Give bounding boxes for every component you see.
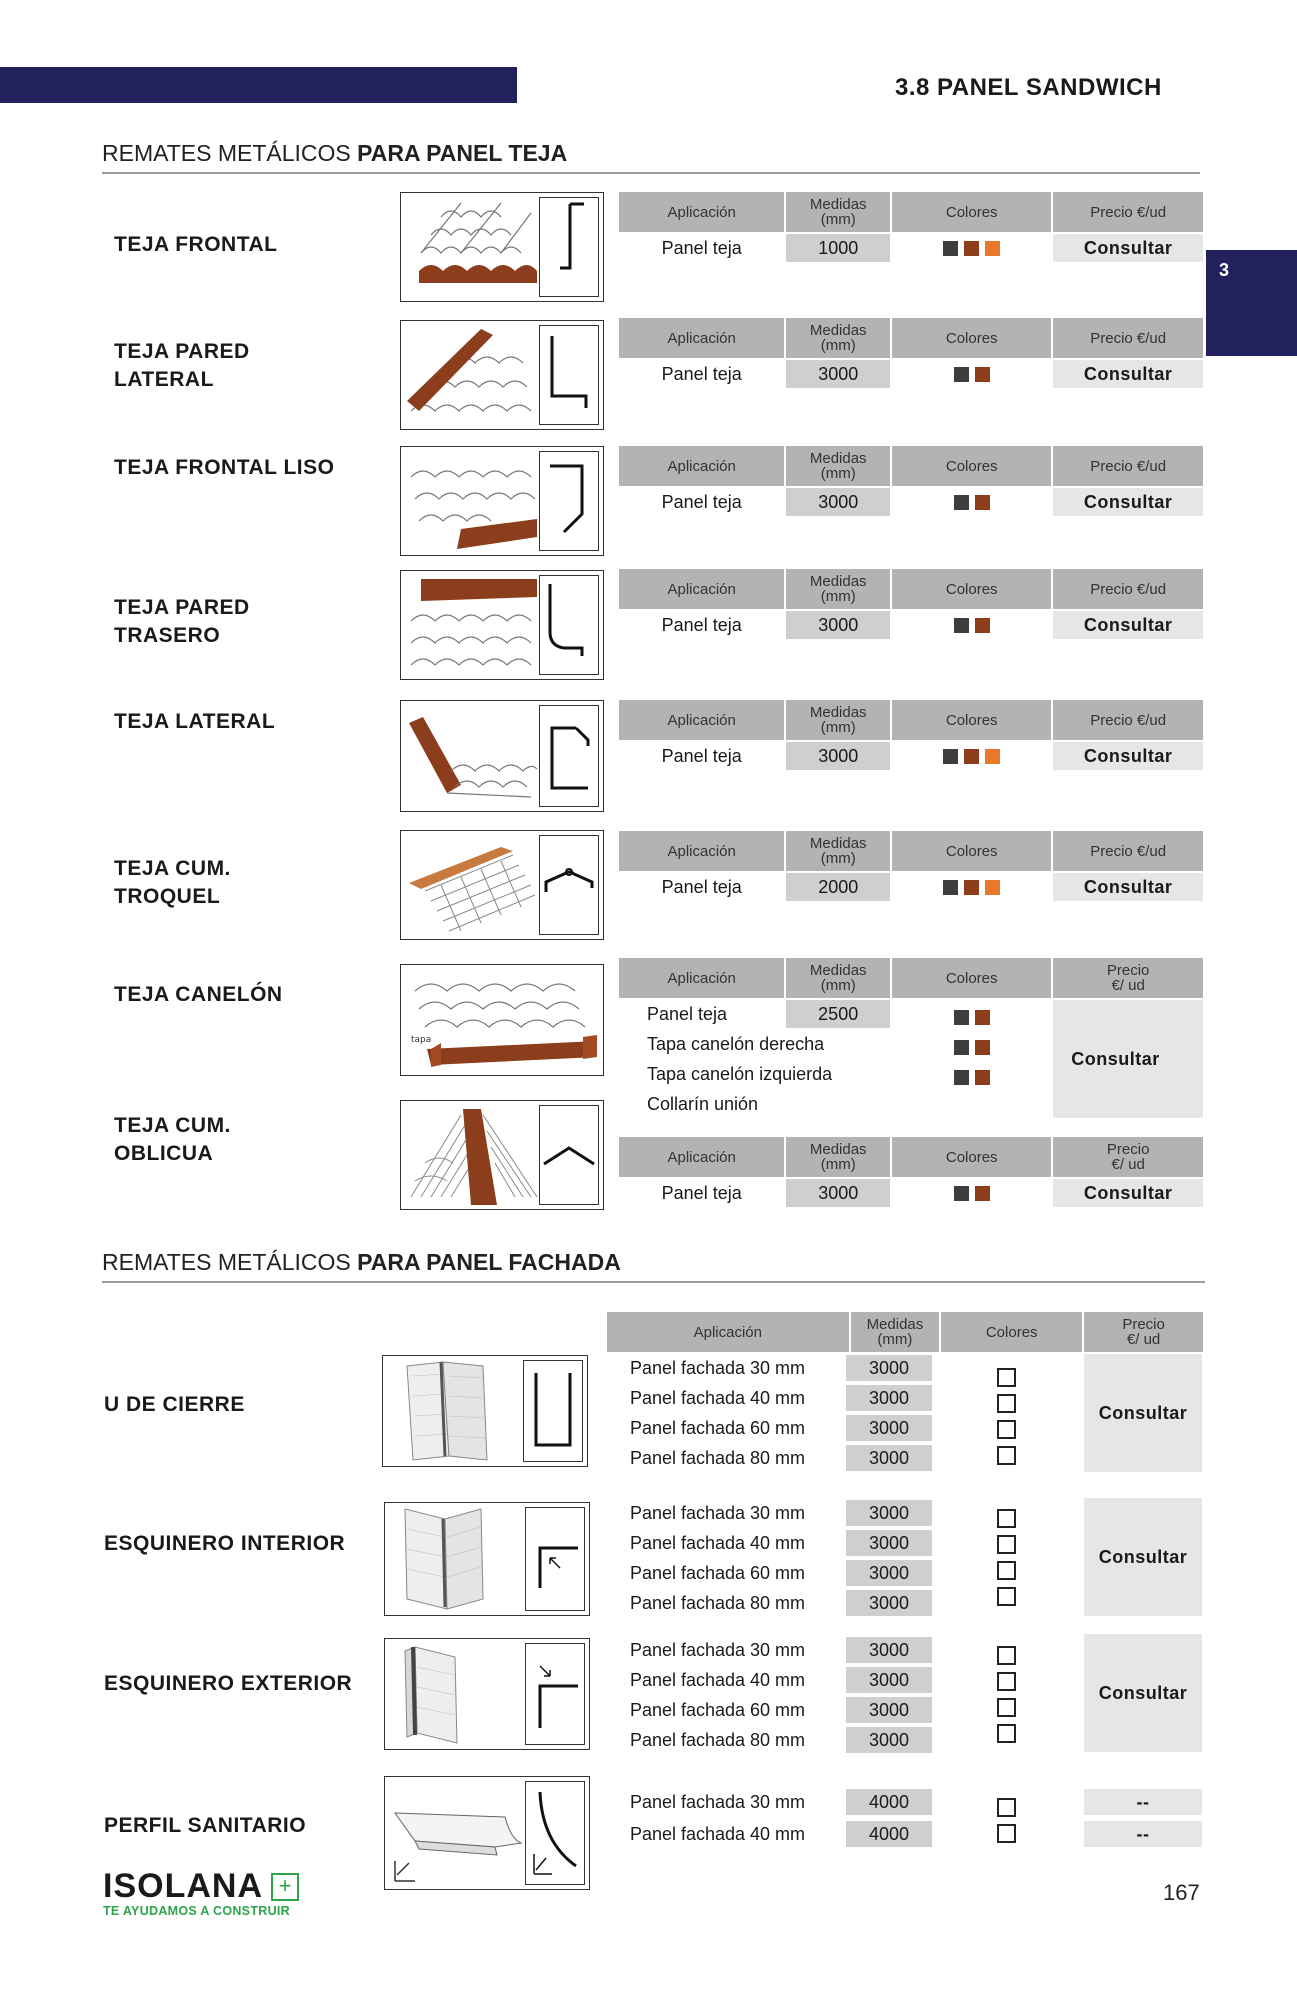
aplicacion-cell: Panel fachada 60 mm [629, 1418, 806, 1438]
aplicacion-cell: Panel fachada 80 mm [629, 1448, 806, 1468]
product-name: TEJA PARED LATERAL [114, 340, 250, 391]
price-cell[interactable]: Consultar [1084, 1634, 1202, 1752]
medida-cell: 3000 [846, 1530, 932, 1556]
medidas-label: Medidas [866, 1316, 924, 1333]
col-header-precio: Precio €/ud [1053, 446, 1203, 486]
precio-label: Precio [1106, 1141, 1150, 1158]
medidas-label: Medidas [809, 322, 867, 339]
medida-cell: 3000 [846, 1355, 932, 1381]
medidas-label: Medidas [809, 573, 867, 590]
col-header-precio [1053, 1137, 1203, 1177]
brand-tagline: TE AYUDAMOS A CONSTRUIR [103, 1904, 291, 1918]
profile-diagram [539, 1105, 599, 1205]
col-header-aplicacion: Aplicación [619, 318, 784, 358]
product-name: TEJA CANELÓN [114, 983, 283, 1006]
section-divider [102, 172, 1200, 174]
color-box [997, 1509, 1016, 1533]
roof-tile-icon [401, 321, 539, 429]
aplicacion-cell: Panel teja [619, 873, 784, 901]
medidas-unit: (mm) [820, 588, 856, 605]
brand-logo[interactable] [103, 1869, 299, 1918]
colors-cell [892, 873, 1051, 901]
aplicacion-cell: Panel teja [619, 360, 784, 388]
price-cell[interactable]: Consultar [1053, 488, 1203, 516]
color-swatch-dark [943, 749, 958, 764]
color-box [997, 1368, 1016, 1392]
price-cell[interactable]: Consultar [1084, 1498, 1202, 1616]
medida-cell: 3000 [786, 488, 890, 516]
price-cell[interactable]: Consultar [1053, 873, 1203, 901]
profile-diagram [539, 575, 599, 675]
color-swatch-brown [975, 618, 990, 633]
color-swatch-dark [954, 367, 969, 382]
facade-panel-icon [385, 1503, 523, 1615]
colors-cell [892, 1179, 1051, 1207]
medidas-label: Medidas [809, 450, 867, 467]
col-header-aplicacion: Aplicación [619, 1137, 784, 1177]
col-header-colores: Colores [892, 569, 1051, 609]
medida-cell: 3000 [786, 742, 890, 770]
aplicacion-cell: Panel teja [619, 1000, 784, 1028]
colors-cell [892, 234, 1051, 262]
tapa-label: tapa [411, 1035, 432, 1045]
product-table [617, 190, 1205, 264]
price-cell[interactable]: Consultar [1053, 360, 1203, 388]
profile-diagram [525, 1507, 585, 1611]
col-header-colores: Colores [892, 958, 1051, 998]
color-swatch-brown [975, 1186, 990, 1201]
profile-diagram [539, 325, 599, 425]
section-title-teja [102, 140, 567, 167]
product-image [384, 1776, 590, 1890]
roof-tile-icon [401, 701, 539, 811]
medida-cell: 3000 [846, 1560, 932, 1586]
colors-cell [892, 1000, 1051, 1118]
color-box [997, 1394, 1016, 1418]
colors-cell [892, 611, 1051, 639]
color-box [997, 1724, 1016, 1748]
medidas-unit: (mm) [820, 211, 856, 228]
aplicacion-cell: Panel teja [619, 611, 784, 639]
col-header-aplicacion: Aplicación [619, 192, 784, 232]
product-name: ESQUINERO EXTERIOR [104, 1672, 353, 1695]
colors-cell [892, 742, 1051, 770]
price-cell[interactable]: Consultar [1053, 1179, 1203, 1207]
aplicacion-cell: Panel fachada 30 mm [629, 1640, 806, 1660]
product-table [617, 316, 1205, 390]
color-box [997, 1535, 1016, 1559]
col-header-colores: Colores [892, 700, 1051, 740]
col-header-colores: Colores [892, 318, 1051, 358]
color-swatch-orange [985, 749, 1000, 764]
medidas-unit: (mm) [820, 977, 856, 994]
col-header-aplicacion: Aplicación [619, 958, 784, 998]
col-header-colores: Colores [941, 1312, 1082, 1352]
aplicacion-cell: Panel fachada 40 mm [629, 1388, 806, 1408]
precio-unit: €/ ud [1111, 977, 1145, 994]
col-header-medidas [786, 569, 890, 609]
price-cell[interactable]: Consultar [1053, 234, 1203, 262]
medida-cell: 3000 [846, 1590, 932, 1616]
medida-cell: 2500 [786, 1000, 890, 1028]
col-header-precio: Precio €/ud [1053, 318, 1203, 358]
medida-cell: 1000 [786, 234, 890, 262]
product-table [617, 1135, 1205, 1209]
medida-cell: 3000 [786, 360, 890, 388]
color-swatch-dark [954, 1010, 969, 1025]
col-header-medidas [851, 1312, 940, 1352]
col-header-medidas [786, 700, 890, 740]
product-name: TEJA CUM. OBLICUA [114, 1114, 231, 1165]
medida-cell: 3000 [786, 1179, 890, 1207]
color-box [997, 1698, 1016, 1722]
aplicacion-cell: Panel fachada 30 mm [629, 1358, 806, 1378]
color-swatch-dark [954, 1186, 969, 1201]
medidas-unit: (mm) [820, 850, 856, 867]
product-name: TEJA PARED TRASERO [114, 596, 250, 647]
colors-cell [892, 360, 1051, 388]
aplicacion-cell: Panel teja [619, 742, 784, 770]
product-name: ESQUINERO INTERIOR [104, 1532, 346, 1555]
aplicacion-cell: Panel fachada 80 mm [629, 1593, 806, 1613]
profile-diagram [539, 197, 599, 297]
color-swatch-brown [964, 749, 979, 764]
col-header-colores: Colores [892, 831, 1051, 871]
chapter-tab[interactable] [1206, 250, 1297, 356]
product-image [384, 1502, 590, 1616]
profile-diagram [523, 1360, 583, 1462]
color-box [997, 1587, 1016, 1611]
aplicacion-cell: Tapa canelón derecha [619, 1030, 890, 1058]
medida-cell: 3000 [786, 611, 890, 639]
col-header-aplicacion: Aplicación [619, 700, 784, 740]
aplicacion-cell: Panel teja [619, 234, 784, 262]
page-number: 167 [1163, 1880, 1200, 1905]
sanitary-profile-icon [385, 1777, 523, 1889]
aplicacion-cell: Panel teja [619, 488, 784, 516]
medida-cell: 3000 [846, 1727, 932, 1753]
colors-cell [892, 488, 1051, 516]
product-image [400, 446, 604, 556]
medida-cell: 4000 [846, 1789, 932, 1815]
product-image [400, 1100, 604, 1210]
color-box [997, 1798, 1016, 1822]
aplicacion-cell: Collarín unión [619, 1090, 890, 1118]
aplicacion-cell: Tapa canelón izquierda [619, 1060, 890, 1088]
color-swatch-orange [985, 880, 1000, 895]
aplicacion-cell: Panel fachada 40 mm [629, 1824, 806, 1844]
col-header-precio [1084, 1312, 1203, 1352]
product-image [400, 700, 604, 812]
product-name: TEJA FRONTAL LISO [114, 456, 335, 479]
color-swatch-brown [975, 1010, 990, 1025]
col-header-precio: Precio €/ud [1053, 569, 1203, 609]
precio-unit: €/ ud [1126, 1331, 1161, 1348]
product-image [382, 1355, 588, 1467]
product-name: PERFIL SANITARIO [104, 1814, 307, 1837]
medidas-label: Medidas [809, 962, 867, 979]
product-name: TEJA LATERAL [114, 710, 276, 733]
col-header-medidas [786, 446, 890, 486]
medida-cell: 3000 [846, 1385, 932, 1411]
chapter-number: 3 [1219, 260, 1230, 280]
color-swatch-brown [975, 1040, 990, 1055]
medida-cell: 3000 [846, 1667, 932, 1693]
col-header-colores: Colores [892, 446, 1051, 486]
price-cell[interactable]: Consultar [1084, 1354, 1202, 1472]
price-cell[interactable]: Consultar [1053, 742, 1203, 770]
aplicacion-cell: Panel fachada 60 mm [629, 1563, 806, 1583]
brand-name: ISOLANA [103, 1867, 263, 1905]
col-header-precio: Precio €/ud [1053, 831, 1203, 871]
profile-diagram [525, 1643, 585, 1745]
product-table-canelon [617, 956, 1205, 1120]
color-swatch-brown [964, 241, 979, 256]
medida-cell: 2000 [786, 873, 890, 901]
color-swatch-brown [975, 367, 990, 382]
col-header-aplicacion: Aplicación [619, 446, 784, 486]
price-cell[interactable]: -- [1084, 1789, 1202, 1815]
aplicacion-cell: Panel fachada 30 mm [629, 1503, 806, 1523]
color-swatch-brown [975, 495, 990, 510]
color-box [997, 1824, 1016, 1848]
section-title-fachada [102, 1249, 621, 1276]
page-title: 3.8 PANEL SANDWICH [895, 74, 1162, 101]
medida-cell: 3000 [846, 1445, 932, 1471]
color-swatch-dark [943, 241, 958, 256]
product-name: U DE CIERRE [104, 1393, 245, 1416]
price-cell[interactable]: Consultar [1053, 611, 1203, 639]
aplicacion-cell: Panel fachada 30 mm [629, 1792, 806, 1812]
precio-label: Precio [1122, 1316, 1165, 1333]
medida-cell: 3000 [846, 1415, 932, 1441]
profile-diagram [539, 835, 599, 935]
col-header-medidas [786, 192, 890, 232]
product-name: TEJA FRONTAL [114, 233, 278, 256]
facade-panel-icon [385, 1639, 523, 1749]
product-image [400, 320, 604, 430]
roof-tile-icon [401, 193, 539, 301]
roof-tile-icon [401, 571, 539, 679]
product-image [384, 1638, 590, 1750]
color-box [997, 1561, 1016, 1585]
price-cell[interactable]: -- [1084, 1821, 1202, 1847]
col-header-medidas [786, 831, 890, 871]
product-table [617, 567, 1205, 641]
col-header-medidas [786, 958, 890, 998]
col-header-aplicacion: Aplicación [607, 1312, 849, 1352]
medidas-label: Medidas [809, 1141, 867, 1158]
roof-tile-icon [401, 1101, 539, 1209]
color-swatch-dark [954, 495, 969, 510]
medidas-unit: (mm) [820, 337, 856, 354]
color-swatch-dark [954, 618, 969, 633]
medida-cell: 3000 [846, 1697, 932, 1723]
color-swatch-dark [943, 880, 958, 895]
col-header-medidas [786, 318, 890, 358]
product-table [617, 444, 1205, 518]
roof-tile-icon [401, 447, 539, 555]
medida-cell: 4000 [846, 1821, 932, 1847]
aplicacion-cell: Panel fachada 40 mm [629, 1533, 806, 1553]
col-header-precio: Precio €/ud [1053, 192, 1203, 232]
fachada-table-header [605, 1310, 1205, 1354]
profile-diagram [525, 1781, 585, 1885]
color-swatch-brown [975, 1070, 990, 1085]
medidas-unit: (mm) [877, 1331, 913, 1348]
roof-tile-icon [401, 831, 539, 939]
section-bold: PARA PANEL FACHADA [357, 1249, 621, 1275]
color-swatch-orange [985, 241, 1000, 256]
product-image [400, 192, 604, 302]
product-table [617, 698, 1205, 772]
precio-unit: €/ ud [1111, 1156, 1145, 1173]
col-header-precio: Precio €/ud [1053, 700, 1203, 740]
col-header-precio [1053, 958, 1203, 998]
gutter-icon [401, 965, 603, 1075]
aplicacion-cell: Panel teja [619, 1179, 784, 1207]
color-box [997, 1646, 1016, 1670]
col-header-colores: Colores [892, 1137, 1051, 1177]
facade-panel-icon [383, 1356, 521, 1466]
aplicacion-cell: Panel fachada 80 mm [629, 1730, 806, 1750]
product-image [400, 964, 604, 1076]
medidas-unit: (mm) [820, 719, 856, 736]
color-swatch-dark [954, 1040, 969, 1055]
section-prefix: REMATES METÁLICOS [102, 1249, 358, 1275]
medidas-label: Medidas [809, 704, 867, 721]
precio-label: Precio [1106, 962, 1150, 979]
price-cell[interactable]: Consultar [1053, 1000, 1203, 1118]
section-bold: PARA PANEL TEJA [357, 140, 568, 166]
medidas-unit: (mm) [820, 1156, 856, 1173]
col-header-aplicacion: Aplicación [619, 831, 784, 871]
plus-icon: + [271, 1873, 299, 1901]
header-bar [0, 67, 517, 103]
product-image [400, 570, 604, 680]
medidas-label: Medidas [809, 835, 867, 852]
color-box [997, 1446, 1016, 1470]
aplicacion-cell: Panel fachada 60 mm [629, 1700, 806, 1720]
medida-cell: 3000 [846, 1637, 932, 1663]
col-header-colores: Colores [892, 192, 1051, 232]
color-box [997, 1672, 1016, 1696]
product-image [400, 830, 604, 940]
aplicacion-cell: Panel fachada 40 mm [629, 1670, 806, 1690]
product-table [617, 829, 1205, 903]
color-box [997, 1420, 1016, 1444]
product-name: TEJA CUM. TROQUEL [114, 857, 231, 908]
col-header-aplicacion: Aplicación [619, 569, 784, 609]
color-swatch-dark [954, 1070, 969, 1085]
section-prefix: REMATES METÁLICOS [102, 140, 358, 166]
col-header-medidas [786, 1137, 890, 1177]
medidas-label: Medidas [809, 196, 867, 213]
profile-diagram [539, 451, 599, 551]
section-divider [102, 1281, 1205, 1283]
color-swatch-brown [964, 880, 979, 895]
profile-diagram [539, 705, 599, 807]
medida-cell: 3000 [846, 1500, 932, 1526]
medidas-unit: (mm) [820, 465, 856, 482]
